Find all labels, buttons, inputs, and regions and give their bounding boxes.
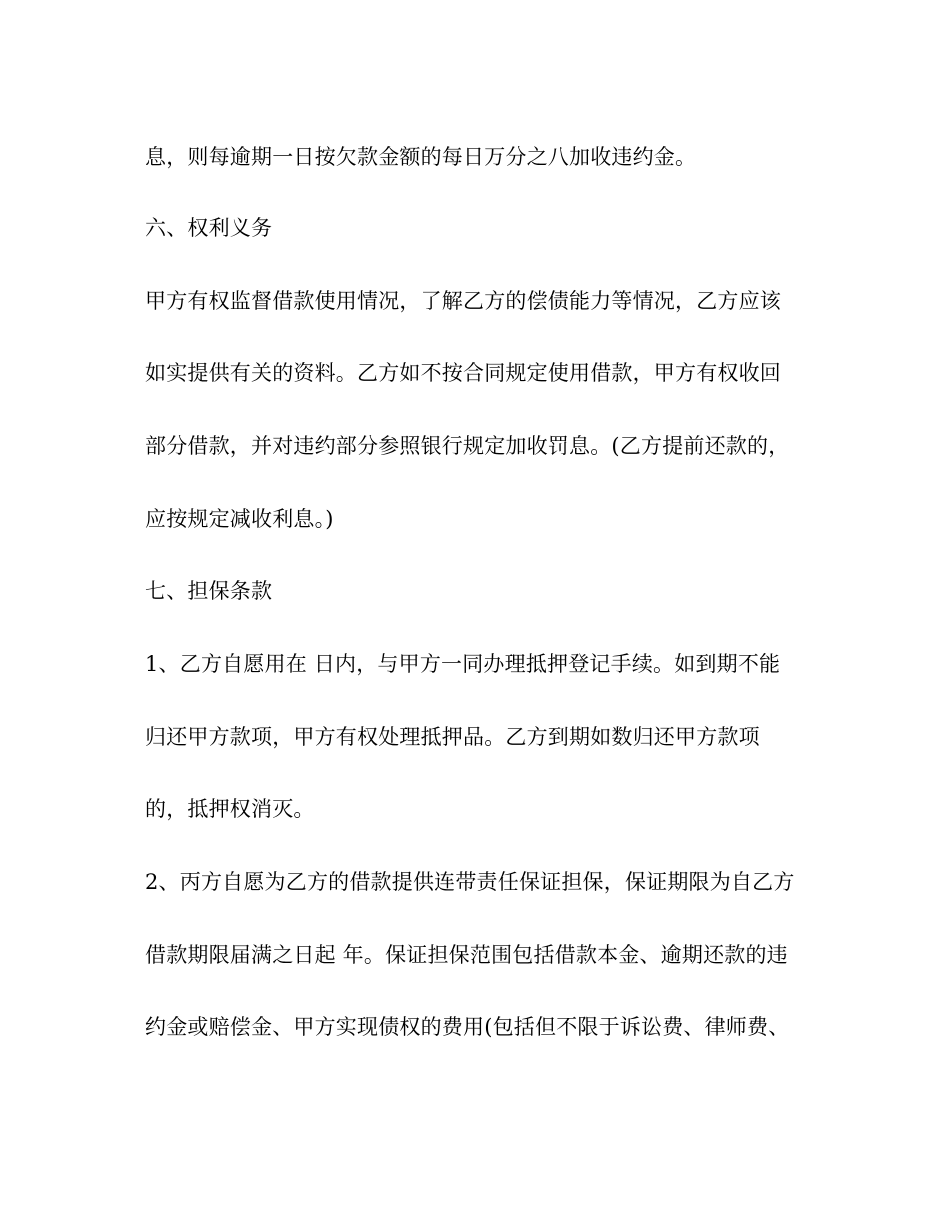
paragraph-line-13: 约金或赔偿金、甲方实现债权的费用(包括但不限于诉讼费、律师费、	[145, 1015, 790, 1039]
paragraph-line-8: 1、乙方自愿用在 日内，与甲方一同办理抵押登记手续。如到期不能	[145, 652, 781, 676]
paragraph-line-11: 2、丙方自愿为乙方的借款提供连带责任保证担保，保证期限为自乙方	[145, 870, 795, 894]
paragraph-line-9: 归还甲方款项，甲方有权处理抵押品。乙方到期如数归还甲方款项	[145, 725, 760, 749]
section-heading-guarantee: 七、担保条款	[145, 579, 273, 603]
paragraph-line-12: 借款期限届满之日起 年。保证担保范围包括借款本金、逾期还款的违	[145, 943, 788, 967]
paragraph-line-4: 如实提供有关的资料。乙方如不按合同规定使用借款，甲方有权收回	[145, 361, 781, 385]
paragraph-line-5: 部分借款，并对违约部分参照银行规定加收罚息。(乙方提前还款的，	[145, 434, 790, 458]
paragraph-line-3: 甲方有权监督借款使用情况，了解乙方的偿债能力等情况，乙方应该	[145, 289, 781, 313]
paragraph-line-6: 应按规定减收利息。)	[145, 507, 334, 531]
section-heading-rights-obligations: 六、权利义务	[145, 216, 273, 240]
paragraph-line-1: 息，则每逾期一日按欠款金额的每日万分之八加收违约金。	[145, 145, 697, 169]
paragraph-line-10: 的，抵押权消灭。	[145, 797, 315, 821]
